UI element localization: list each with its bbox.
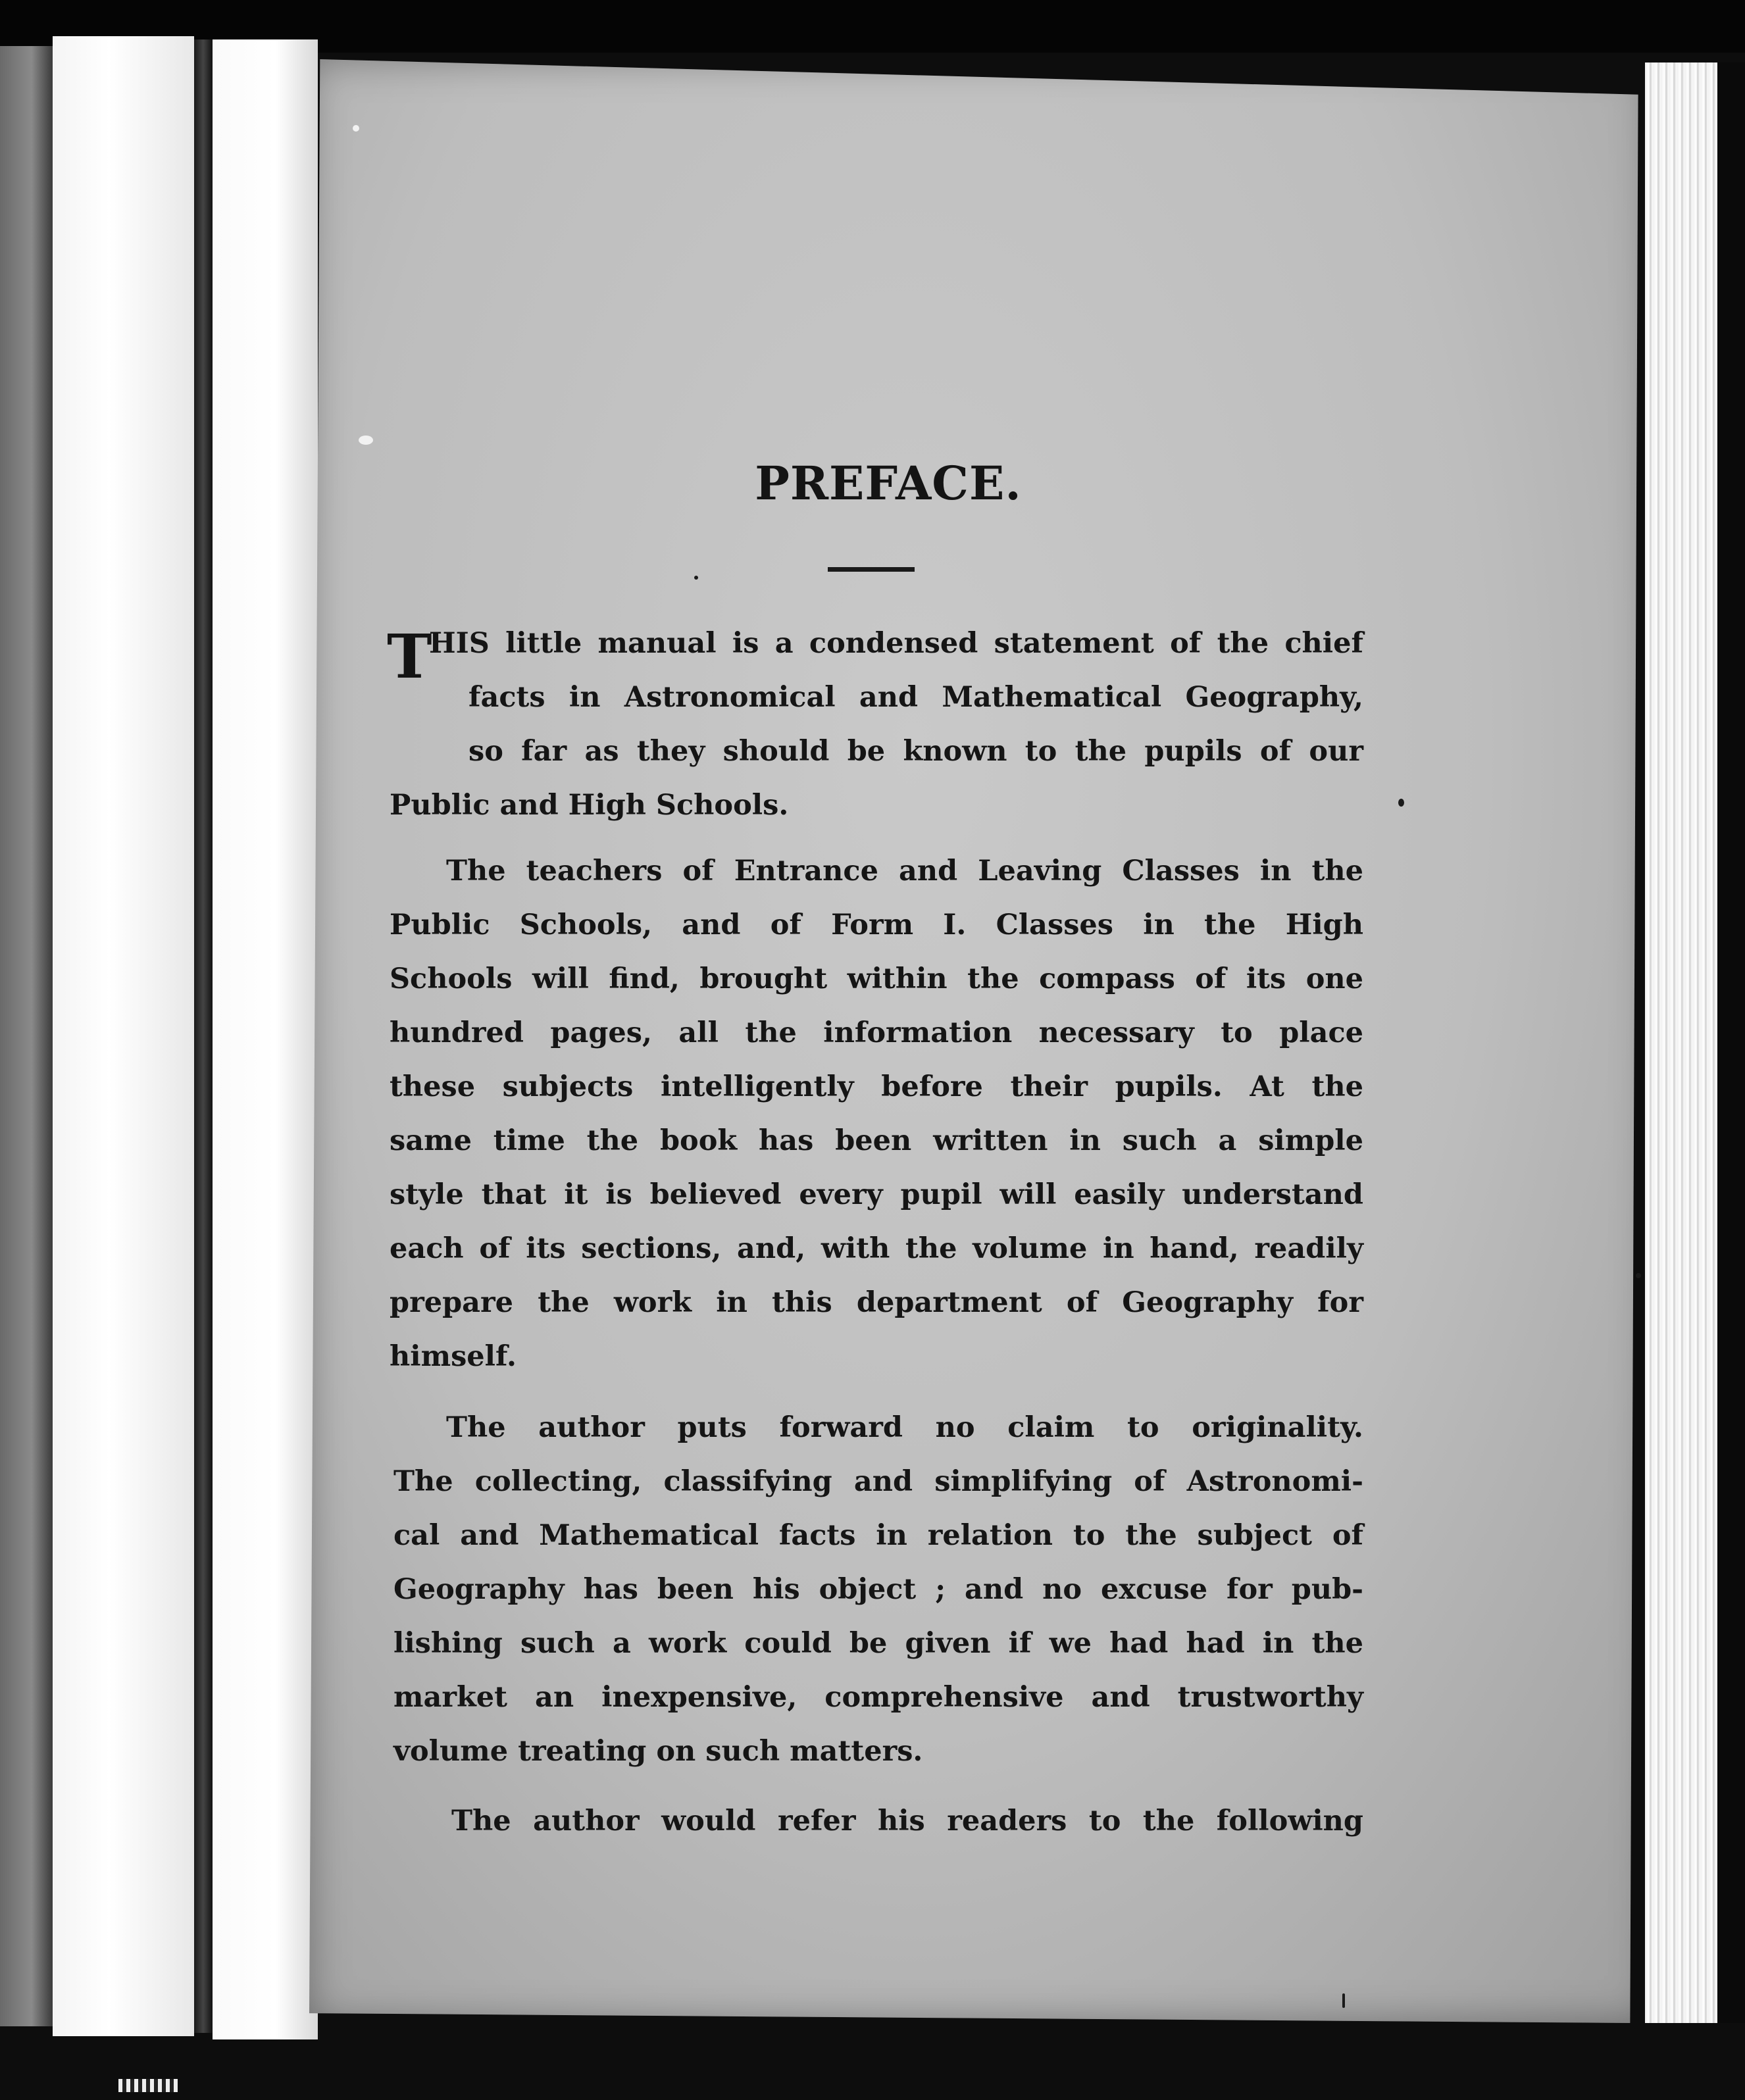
paragraph-2-line-8: each of its sections, and, with the volume in hand, readily <box>390 1232 1363 1265</box>
paragraph-2-line-1: The teachers of Entrance and Leaving Classes in the <box>446 855 1363 888</box>
page-block-edges <box>1645 63 1717 2023</box>
drop-cap: T <box>387 621 432 692</box>
scan-right-border <box>1717 63 1745 2023</box>
paragraph-3-line-4: Geography has been his object ; and no excuse for pub- <box>393 1573 1363 1606</box>
paragraph-2-line-6: same time the book has been written in such a simple <box>390 1124 1363 1157</box>
scan-speck <box>1342 1993 1345 2008</box>
paragraph-1-line-1: HIS little manual is a condensed statement of the chief <box>429 627 1363 660</box>
paragraph-3-line-6: market an inexpensive, comprehensive and trustworthy <box>393 1681 1363 1714</box>
scan-speck <box>359 436 373 445</box>
paragraph-3-line-5: lishing such a work could be given if we had had in the <box>393 1627 1363 1660</box>
paragraph-2-line-2: Public Schools, and of Form I. Classes in the High <box>390 909 1363 941</box>
paragraph-2-line-10: himself. <box>390 1340 517 1373</box>
scan-speck <box>694 576 698 580</box>
scan-speck <box>1398 799 1404 807</box>
paragraph-3-line-2: The collecting, classifying and simplifying of Astronomi- <box>393 1465 1363 1498</box>
paragraph-2-line-4: hundred pages, all the information necessary to place <box>390 1016 1363 1049</box>
scan-speck <box>1636 1273 1641 1278</box>
paragraph-3-line-7: volume treating on such matters. <box>393 1735 923 1768</box>
scan-speck <box>353 125 359 132</box>
binding-marks <box>118 2079 178 2092</box>
paragraph-1-line-3: so far as they should be known to the pupils of our <box>468 735 1363 768</box>
title-rule <box>828 567 915 572</box>
paragraph-1-line-4: Public and High Schools. <box>390 789 789 822</box>
facing-page-edge <box>0 46 53 2026</box>
page-title: PREFACE. <box>755 456 1022 511</box>
paragraph-2-line-9: prepare the work in this department of Geography for <box>390 1286 1363 1319</box>
paragraph-1-line-2: facts in Astronomical and Mathematical Geography, <box>468 681 1363 714</box>
gutter-margin <box>213 39 318 2039</box>
paragraph-2-line-7: style that it is believed every pupil will easily understand <box>390 1178 1363 1211</box>
facing-page-margin <box>53 36 194 2036</box>
paragraph-4-line-1: The author would refer his readers to the following <box>451 1805 1363 1838</box>
book-gutter <box>194 39 213 2033</box>
paragraph-3-line-1: The author puts forward no claim to originality. <box>446 1411 1363 1444</box>
paragraph-3-line-3: cal and Mathematical facts in relation to the subject of <box>393 1519 1363 1552</box>
paragraph-2-line-5: these subjects intelligently before their pupils. At the <box>390 1070 1363 1103</box>
paragraph-2-line-3: Schools will find, brought within the compass of its one <box>390 963 1363 995</box>
